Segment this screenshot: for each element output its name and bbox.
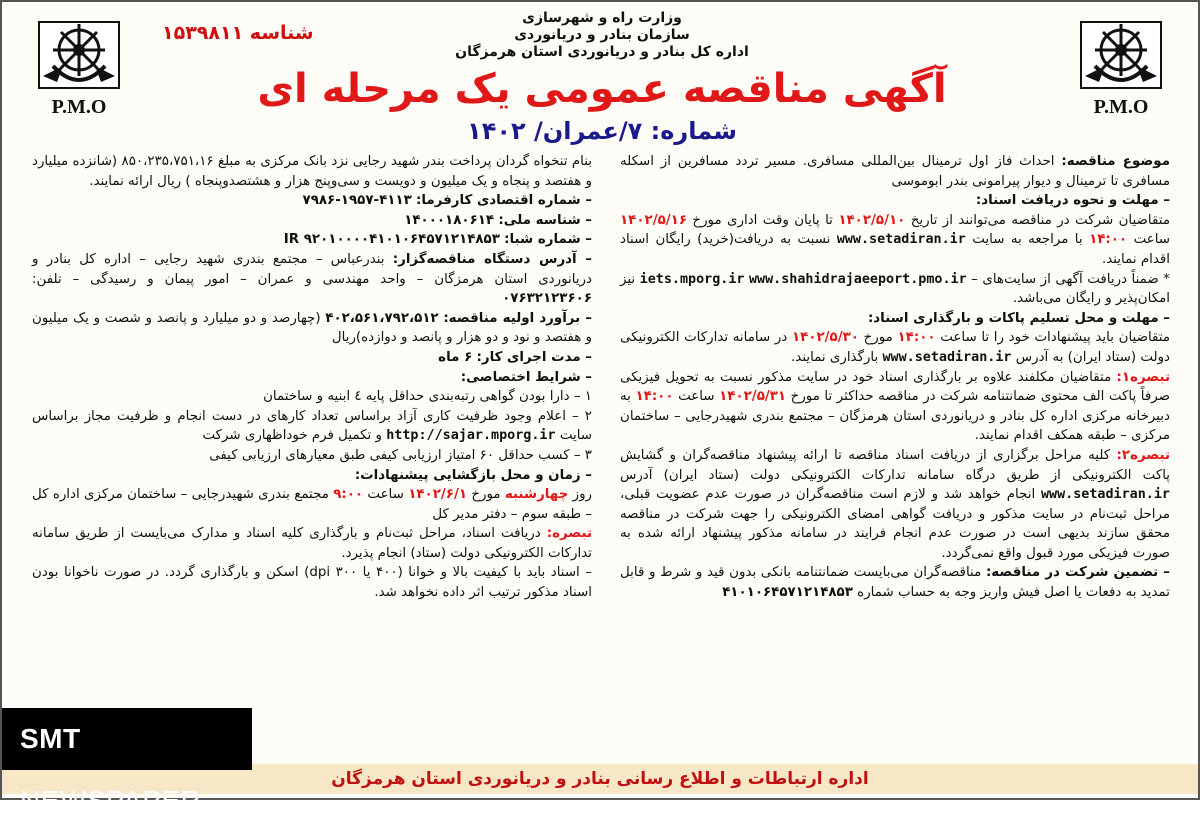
sheba-label: – شماره شبا: (504, 232, 592, 248)
shenaseh: شناسه ۱۵۳۹۸۱۱ (162, 22, 314, 44)
footer-text: اداره ارتباطات و اطلاع رسانی بنادر و دریانوردی استان هرمزگان (331, 769, 869, 789)
deadline-text: با مراجعه به سایت (972, 232, 1083, 248)
setadiran-link[interactable]: www.setadiran.ir (1041, 487, 1170, 503)
note1-date: ۱۴۰۲/۵/۳۱ (719, 389, 787, 405)
sajar-link[interactable]: http://sajar.mporg.ir (386, 428, 556, 444)
condition-3: ۳ – کسب حداقل ۶۰ امتیاز ارزیابی کیفی طبق معیارهای ارزیابی کیفی (209, 447, 592, 463)
deadline-text: تا پایان وقت اداری مورخ (692, 212, 833, 228)
conditions-label: – شرایط اختصاصی: (460, 369, 592, 385)
ministry-name: وزارت راه و شهرسازی (522, 10, 682, 26)
deadline-time: ۱۴:۰۰ (1089, 232, 1128, 248)
iets-link[interactable]: iets.mporg.ir (639, 271, 745, 287)
submit-time: ۱۴:۰۰ (897, 330, 936, 346)
opening-day: چهارشنبه (504, 487, 569, 503)
condition-2-text: و تکمیل فرم خوداظهاری شرکت (202, 428, 382, 444)
duration-row (32, 348, 592, 368)
deadline-label: – مهلت و نحوه دریافت اسناد: (975, 193, 1170, 209)
setadiran-link[interactable]: www.setadiran.ir (882, 349, 1012, 365)
pmo-logo-left (24, 16, 134, 116)
submit-text: در سامانه تدارکات الکترونیکی دولت (ستاد ایران) به آدرس (620, 330, 1170, 365)
note1-text: به دبیرخانه مرکزی اداره کل بنادر و دریانوردی استان هرمزگان – مجتمع بندری شهیدرجایی – ساختمان مرکزی – طبقه همکف اقدام نمایند. (620, 389, 1170, 444)
phone-value: ۰۷۶۳۲۱۲۳۶۰۶ (502, 291, 592, 307)
submit-date: ۱۴۰۲/۵/۳۰ (791, 330, 859, 346)
left-column (32, 152, 592, 603)
note2-paragraph (620, 446, 1170, 564)
deadline-text: متقاضیان شرکت در مناقصه می‌توانند از تاریخ (910, 212, 1170, 228)
note1-paragraph (620, 368, 1170, 446)
also-text: * ضمناً دریافت آگهی از سایت‌های – (971, 271, 1170, 287)
subject-label: موضوع مناقصه: (1061, 154, 1170, 169)
deadline-date-start: ۱۴۰۲/۵/۱۰ (838, 212, 906, 228)
setadiran-link[interactable]: www.setadiran.ir (836, 232, 966, 248)
condition-2 (32, 407, 592, 446)
opening-text: مجتمع بندری شهیدرجایی – ساختمان مرکزی اداره کل – طبقه سوم – دفتر مدیر کل (32, 487, 592, 522)
note-text: دریافت اسناد، مراحل ثبت‌نام و بارگذاری کلیه اسناد و مدارک می‌بایست از طریق سامانه تدارکات الکترونیکی دولت (ستاد) انجام پذیرد. (32, 526, 592, 561)
national-label: – شناسه ملی: (498, 212, 592, 228)
condition-2-text: ۲ – اعلام وجود ظرفیت کاری آزاد براساس تعداد کارهای در دست انجام و ظرفیت مجاز براساس سایت (32, 408, 592, 444)
note1-time: ۱۴:۰۰ (635, 389, 674, 405)
deadline-paragraph (620, 211, 1170, 270)
directorate-name: اداره کل بنادر و دریانوردی استان هرمزگان (455, 44, 749, 60)
organization-name: سازمان بنادر و دریانوردی (514, 27, 690, 43)
estimate-text: (چهارصد و دو میلیارد و پانصد و شصت و یک میلیون و هفتصد و نود و دو هزار و پانصد و دوازده)ریال (32, 310, 592, 346)
guarantee-account: ۴۱۰۱۰۶۴۵۷۱۲۱۴۸۵۳ (722, 585, 853, 601)
submit-text: بارگذاری نمایند. (791, 349, 879, 365)
note-paragraph (32, 524, 592, 563)
sheba-value: IR ۹۲۰۱۰۰۰۰۴۱۰۱۰۶۴۵۷۱۲۱۴۸۵۳ (283, 232, 500, 248)
duration-value: ۶ ماه (438, 349, 473, 365)
opening-label: – زمان و محل بازگشایی پیشنهادات: (354, 467, 592, 483)
opening-text: ساعت (367, 487, 404, 503)
anchor-wheel-icon (1075, 16, 1167, 94)
address-text: بندرعباس – مجتمع بندری شهید رجایی – اداره کل بنادر و دریانوردی استان هرمزگان – واحد مهندسی و عمران – امور پیمان و رسیدگی – تلفن: (32, 251, 592, 287)
estimate-value: ۴۰۲،۵۶۱،۷۹۲،۵۱۲ (325, 310, 439, 326)
guarantee-paragraph (620, 563, 1170, 602)
opening-paragraph (32, 485, 592, 524)
submit-text: مورخ (863, 330, 893, 346)
pmo-label: P.M.O (1093, 96, 1149, 118)
note2-text: انجام خواهد شد و لازم است مناقصه‌گران در صورت عدم عضویت قبلی، مراحل ثبت‌نام در سایت مذکور و دریافت گواهی امضای الکترونیکی را جهت شرکت در مناقصه محقق سازند بدیهی است در صورت عدم انجام فرایند در سامانه مذکور پیشنهاد ارائه شده به صورت فیزیکی مورد قبول واقع نمی‌گردد. (620, 487, 1170, 561)
deadline-date-end: ۱۴۰۲/۵/۱۶ (620, 212, 687, 228)
submit-label: – مهلت و محل تسلیم پاکات و بارگذاری اسناد: (867, 310, 1170, 326)
note-label: تبصره: (546, 526, 592, 542)
econ-row (32, 191, 592, 211)
econ-value: ۴۱۱۳-۱۹۵۷-۷۹۸۶ (302, 193, 412, 209)
right-column (620, 152, 1170, 603)
note1-label: تبصره۱: (1116, 369, 1170, 385)
condition-1: ۱ – دارا بودن گواهی رتبه‌بندی حداقل پایه ٤ ابنیه و ساختمان (263, 389, 592, 405)
national-row (32, 211, 592, 231)
estimate-paragraph (32, 309, 592, 348)
estimate-label: – برآورد اولیه مناقصه: (443, 310, 592, 326)
econ-label: – شماره اقتصادی کارفرما: (416, 193, 592, 209)
note2-text: کلیه مراحل برگزاری از دریافت اسناد مناقصه تا ارائه پیشنهاد مناقصه‌گران و گشایش پاکت الکترونیکی از طریق درگاه سامانه تدارکات الکترونیکی دولت (ستاد ایران) آدرس (620, 447, 1170, 483)
shahidrajaee-link[interactable]: www.shahidrajaeeport.pmo.ir (748, 271, 967, 287)
subject-text: احداث فاز اول ترمینال بین‌المللی مسافری. مسیر تردد مسافرین از اسکله مسافری تا ترمینال و دیوار پیرامونی بندر ابوموسی (620, 154, 1170, 189)
guarantee-label: – تضمین شرکت در مناقصه: (985, 565, 1170, 581)
also-text: نیز امکان‌پذیر و رایگان می‌باشد. (620, 271, 1170, 307)
deadline-text: ساعت (1133, 232, 1171, 248)
submit-text: متقاضیان باید پیشنهادات خود را تا ساعت (940, 330, 1171, 346)
anchor-wheel-icon (33, 16, 125, 94)
pmo-logo-right (1066, 16, 1176, 116)
opening-text: مورخ (471, 487, 501, 503)
opening-text: روز (572, 487, 593, 503)
sheba-row (32, 230, 592, 250)
opening-time: ۹:۰۰ (333, 487, 364, 503)
duration-label: – مدت اجرای کار: (476, 349, 592, 365)
note1-text: متقاضیان مکلفند علاوه بر بارگذاری اسناد خود در سایت مذکور نسبت به تحویل فیزیکی صرفاً پاکت الف محتوی ضمانتنامه شرکت در مناقصه حداکثر تا مورخ (620, 369, 1170, 405)
deadline-text: نسبت به دریافت(خرید) رایگان اسناد اقدام نمایند. (620, 232, 1170, 267)
subject-paragraph (620, 152, 1170, 191)
opening-date: ۱۴۰۲/۶/۱ (408, 487, 468, 503)
guarantee-text: مناقصه‌گران می‌بایست ضمانتنامه بانکی بدون قید و شرط و قابل تمدید به دفعات یا اصل فیش واریز وجه به حساب شماره (620, 565, 1170, 601)
address-paragraph (32, 250, 592, 309)
note2-label: تبصره۲: (1116, 447, 1170, 463)
smt-newspaper-watermark (2, 708, 252, 816)
watermark-suffix: NEWSPAPER (20, 785, 202, 816)
note1-text: ساعت (678, 389, 715, 405)
intro-paragraph: بنام تنخواه گردان پرداخت بندر شهید رجایی نزد بانک مرکزی به مبلغ ۸۵۰،۲۳۵،۷۵۱،۱۶ (شانزده میلیارد و هفتصد و پنجاه و یک میلیون و دویست و سی‌وپنج هزار و هشتصدوپنجاه ) ریال ارائه نمایند. (32, 154, 592, 189)
page-title: آگهی مناقصه عمومی یک مرحله ای (257, 66, 947, 112)
national-value: ۱۴۰۰۰۱۸۰۶۱۴ (404, 212, 495, 228)
address-label: – آدرس دستگاه مناقصه‌گزار: (392, 251, 592, 267)
header (142, 10, 1062, 150)
pmo-label: P.M.O (51, 96, 107, 118)
submit-paragraph (620, 328, 1170, 367)
also-paragraph (620, 270, 1170, 309)
watermark-brand: SMT (20, 723, 81, 754)
scan-paragraph: – اسناد باید با کیفیت بالا و خوانا (۴۰۰ یا ۳۰۰ dpi) اسکن و بارگذاری گردد. در صورت ناخوانا بودن اسناد مذکور ترتیب اثر داده نخواهد شد. (32, 565, 592, 601)
tender-number: شماره: ۷/عمران/ ۱۴۰۲ (467, 117, 737, 145)
